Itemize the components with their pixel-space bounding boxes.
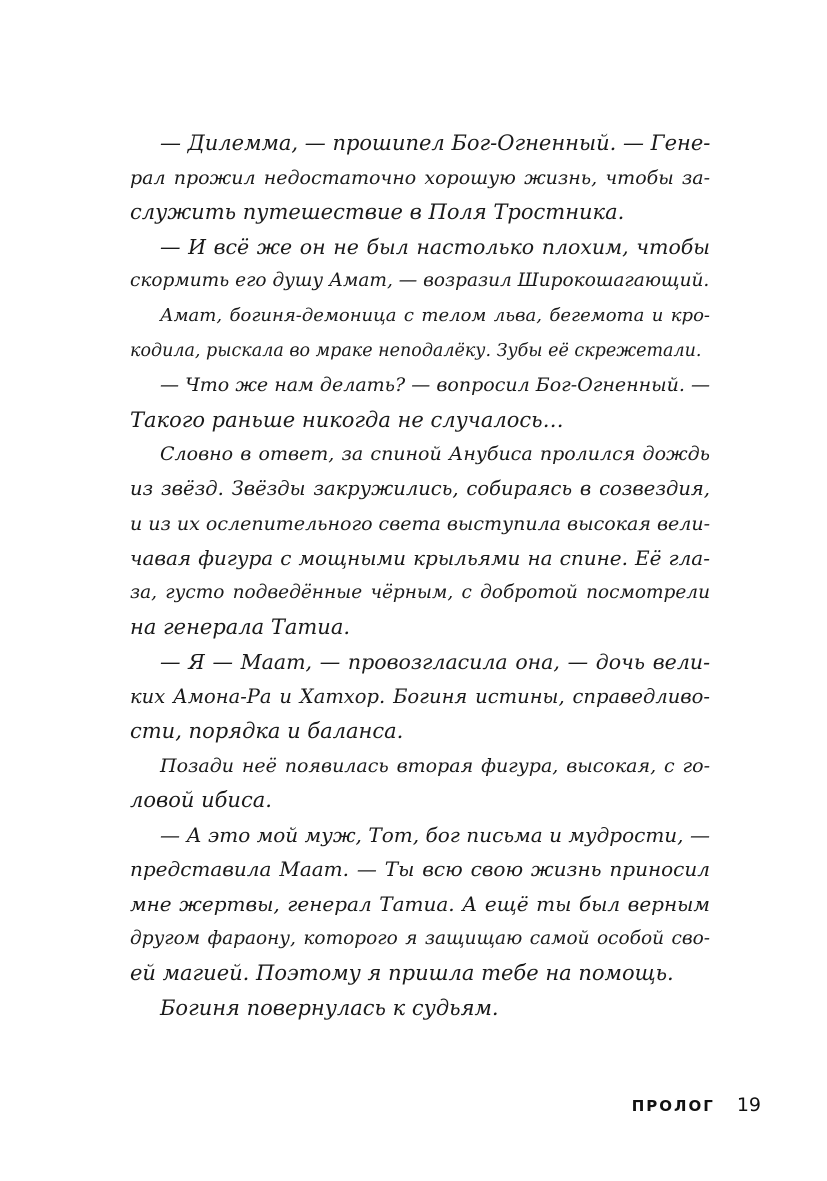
text-line: мне жертвы, генерал Татиа. А ещё ты был верным <box>130 892 710 917</box>
text-line: сти, порядка и баланса. <box>130 719 404 744</box>
text-line: — Я — Маат, — провозгласила она, — дочь вели- <box>160 649 710 674</box>
text-line: Богиня повернулась к судьям. <box>160 995 499 1020</box>
text-line: — Что же нам делать? — вопросил Бог-Огненный. — <box>160 374 710 397</box>
text-line: другом фараону, которого я защищаю самой особой сво- <box>130 927 710 949</box>
text-line: служить путешествие в Поля Тростника. <box>130 200 625 225</box>
body-text <box>130 126 710 1025</box>
text-line: ких Амона-Ра и Хатхор. Богиня истины, справедливо- <box>130 684 710 708</box>
text-line: ловой ибиса. <box>130 788 272 813</box>
text-line: на генерала Татиа. <box>130 615 351 640</box>
text-line: Позади неё появилась вторая фигура, высокая, с го- <box>160 754 710 777</box>
text-line: представила Маат. — Ты всю свою жизнь приносил <box>130 857 710 882</box>
section-title: ПРОЛОГ <box>631 1097 715 1115</box>
text-line: Такого раньше никогда не случалось… <box>130 407 564 432</box>
text-line: чавая фигура с мощными крыльями на спине. Её гла- <box>130 546 710 571</box>
text-line: скормить его душу Амат, — возразил Широкошагающий. <box>130 270 710 292</box>
text-line: за, густо подведённые чёрным, с добротой посмотрели <box>130 581 710 603</box>
text-line: и из их ослепительного света выступила высокая вели- <box>130 512 710 535</box>
text-line: кодила, рыскала во мраке неподалёку. Зубы её скрежетали. <box>130 340 702 361</box>
text-line: из звёзд. Звёзды закружились, собираясь в созвездия, <box>130 476 710 500</box>
text-line: рал прожил недостаточно хорошую жизнь, чтобы за- <box>130 166 710 189</box>
text-line: — А это мой муж, Тот, бог письма и мудрости, — <box>160 822 710 847</box>
text-line: ей магией. Поэтому я пришла тебе на помощь. <box>130 961 674 986</box>
text-line: Словно в ответ, за спиной Анубиса пролился дождь <box>160 443 710 466</box>
page-footer <box>632 1094 761 1116</box>
text-line: — И всё же он не был настолько плохим, чтобы <box>160 234 710 259</box>
text-line: Амат, богиня-демоница с телом льва, бегемота и кро- <box>160 304 710 326</box>
text-line: — Дилемма, — прошипел Бог-Огненный. — Гене- <box>160 131 711 155</box>
page-number: 19 <box>736 1094 761 1116</box>
